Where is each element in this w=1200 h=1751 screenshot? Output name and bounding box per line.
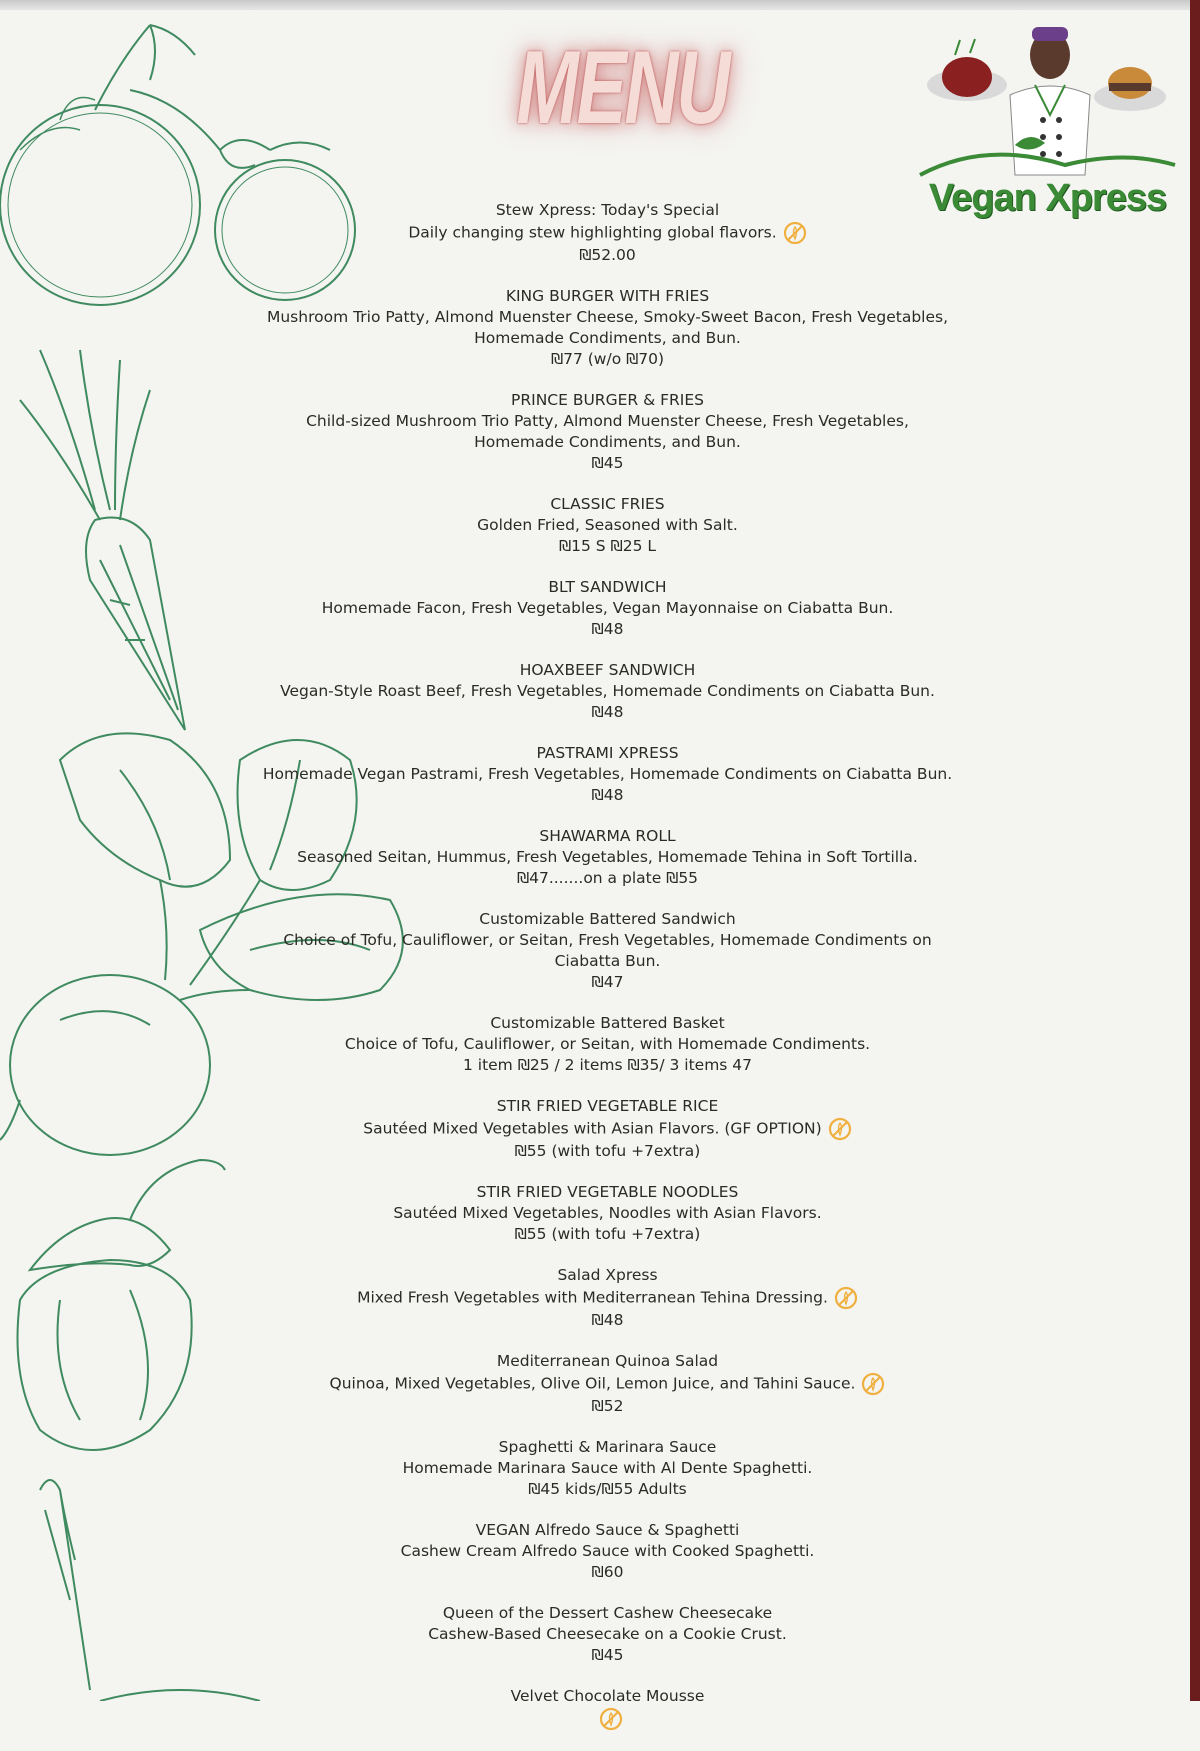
menu-item-price: ₪45 kids/₪55 Adults: [528, 1480, 687, 1498]
menu-item: [260, 1437, 955, 1500]
menu-item: [260, 1265, 955, 1331]
menu-item-description: [260, 930, 955, 972]
menu-item-price: ₪47.......on a plate ₪55: [516, 869, 699, 887]
menu-item-description-text: Homemade Facon, Fresh Vegetables, Vegan Mayonnaise on Ciabatta Bun.: [321, 599, 894, 617]
menu-item-price: ₪48: [591, 786, 624, 804]
menu-item-description-text: Sautéed Mixed Vegetables, Noodles with Asian Flavors.: [393, 1204, 822, 1222]
menu-item-description-text: Choice of Tofu, Cauliflower, or Seitan, with Homemade Condiments.: [344, 1035, 871, 1053]
asparagus-illustration: [40, 1480, 260, 1701]
menu-item-description: [260, 1372, 955, 1396]
menu-item-description: [260, 1541, 955, 1562]
menu-item: [260, 1351, 955, 1417]
menu-item-description: [260, 1117, 955, 1141]
menu-title: MENU: [516, 30, 729, 146]
menu-item-description: [260, 411, 955, 453]
menu-item-price: ₪45: [591, 1646, 624, 1664]
menu-item-description-text: Homemade Vegan Pastrami, Fresh Vegetables, Homemade Condiments on Ciabatta Bun.: [262, 765, 953, 783]
menu-item-description: [260, 764, 955, 785]
logo-text: Vegan Xpress: [928, 177, 1167, 219]
menu-item-description-text: Cashew-Based Cheesecake on a Cookie Crust.: [428, 1625, 787, 1643]
menu-item-description: [260, 307, 955, 349]
menu-item-description-text: Sautéed Mixed Vegetables with Asian Flavors. (GF OPTION): [363, 1119, 822, 1138]
menu-item-name: STIR FRIED VEGETABLE NOODLES: [476, 1183, 739, 1201]
menu-item: [260, 577, 955, 640]
gluten-free-icon: [599, 1707, 623, 1731]
menu-item-price: 1 item ₪25 / 2 items ₪35/ 3 items 47: [462, 1056, 753, 1074]
menu-item: [260, 1182, 955, 1245]
carrot-illustration: [20, 350, 185, 730]
menu-item-price: ₪15 S ₪25 L: [558, 537, 656, 555]
menu-item: [260, 1603, 955, 1666]
menu-list: [260, 200, 955, 1751]
menu-item-description-text: Mushroom Trio Patty, Almond Muenster Cheese, Smoky-Sweet Bacon, Fresh Vegetables, Homemade Condiments, and Bun.: [266, 308, 949, 347]
menu-item-price: ₪47: [591, 973, 624, 991]
menu-item-description: [260, 1034, 955, 1055]
menu-item-price: ₪45: [591, 454, 624, 472]
right-border: [1190, 0, 1200, 1701]
menu-item-name: VEGAN Alfredo Sauce & Spaghetti: [475, 1521, 740, 1539]
menu-item-description-text: Seasoned Seitan, Hummus, Fresh Vegetables, Homemade Tehina in Soft Tortilla.: [297, 848, 918, 866]
menu-item-description: [260, 1203, 955, 1224]
gluten-free-icon: [861, 1372, 885, 1396]
gluten-free-icon: [828, 1117, 852, 1141]
menu-item-name: Velvet Chocolate Mousse: [510, 1687, 705, 1705]
menu-item: [260, 200, 955, 266]
menu-item-description-text: Daily changing stew highlighting global flavors.: [408, 223, 777, 242]
menu-item-name: Customizable Battered Sandwich: [479, 910, 736, 928]
menu-item: [260, 909, 955, 993]
menu-item-description-text: Quinoa, Mixed Vegetables, Olive Oil, Lemon Juice, and Tahini Sauce.: [329, 1374, 856, 1393]
menu-item-description: [260, 1286, 955, 1310]
menu-item-name: SHAWARMA ROLL: [539, 827, 676, 845]
menu-item: [260, 660, 955, 723]
gluten-free-icon: [783, 221, 807, 245]
menu-item-price: ₪52.00: [579, 246, 636, 264]
menu-item-price: ₪60: [591, 1563, 624, 1581]
menu-item-name: PRINCE BURGER & FRIES: [511, 391, 704, 409]
menu-item-price: ₪77 (w/o ₪70): [550, 350, 665, 368]
menu-item-name: CLASSIC FRIES: [550, 495, 665, 513]
menu-item-description: [260, 515, 955, 536]
menu-item-name: Salad Xpress: [557, 1266, 658, 1284]
menu-item-name: HOAXBEEF SANDWICH: [519, 661, 696, 679]
menu-item-description-text: Homemade Marinara Sauce with Al Dente Spaghetti.: [402, 1459, 813, 1477]
menu-item-description-text: Mixed Fresh Vegetables with Mediterranean Tehina Dressing.: [357, 1288, 828, 1307]
vegan-xpress-logo: [915, 25, 1180, 225]
menu-item: [260, 1096, 955, 1162]
menu-item-description-text: Vegan-Style Roast Beef, Fresh Vegetables, Homemade Condiments on Ciabatta Bun.: [280, 682, 935, 700]
menu-item-name: Spaghetti & Marinara Sauce: [498, 1438, 717, 1456]
menu-item-description: [260, 681, 955, 702]
menu-item: [260, 1520, 955, 1583]
menu-item-name: Queen of the Dessert Cashew Cheesecake: [442, 1604, 773, 1622]
menu-item-description: [260, 598, 955, 619]
menu-item-description-text: Child-sized Mushroom Trio Patty, Almond Muenster Cheese, Fresh Vegetables, Homemade Condiments, and Bun.: [306, 412, 909, 451]
menu-item-description: [260, 221, 955, 245]
menu-item-name: Stew Xpress: Today's Special: [495, 201, 720, 219]
menu-item-price: ₪55 (with tofu +7extra): [514, 1225, 701, 1243]
eggplant-illustration: [18, 1160, 226, 1450]
menu-item: [260, 494, 955, 557]
menu-item: [260, 1686, 955, 1731]
menu-item-description-text: Cashew Cream Alfredo Sauce with Cooked Spaghetti.: [400, 1542, 815, 1560]
menu-item-description: [260, 847, 955, 868]
menu-item-price: ₪48: [591, 620, 624, 638]
menu-item-name: STIR FRIED VEGETABLE RICE: [496, 1097, 719, 1115]
menu-item-price: ₪52: [591, 1397, 624, 1415]
menu-item-description-text: Golden Fried, Seasoned with Salt.: [477, 516, 738, 534]
menu-item-name: BLT SANDWICH: [548, 578, 667, 596]
menu-item: [260, 390, 955, 474]
menu-item: [260, 826, 955, 889]
menu-item-name: KING BURGER WITH FRIES: [505, 287, 710, 305]
chef-illustration: [915, 25, 1180, 185]
menu-item: [260, 743, 955, 806]
menu-item-price: ₪48: [591, 703, 624, 721]
gluten-free-icon: [834, 1286, 858, 1310]
menu-item-description: [260, 1458, 955, 1479]
menu-item-name: PASTRAMI XPRESS: [536, 744, 679, 762]
menu-item-price: ₪55 (with tofu +7extra): [514, 1142, 701, 1160]
menu-item-description: [260, 1624, 955, 1645]
menu-item-description-text: Choice of Tofu, Cauliflower, or Seitan, Fresh Vegetables, Homemade Condiments on Ciabatta Bun.: [283, 931, 932, 970]
menu-item: [260, 1013, 955, 1076]
menu-item-name: Mediterranean Quinoa Salad: [496, 1352, 719, 1370]
menu-item: [260, 286, 955, 370]
menu-item-name: Customizable Battered Basket: [490, 1014, 725, 1032]
menu-item-price: ₪48: [591, 1311, 624, 1329]
